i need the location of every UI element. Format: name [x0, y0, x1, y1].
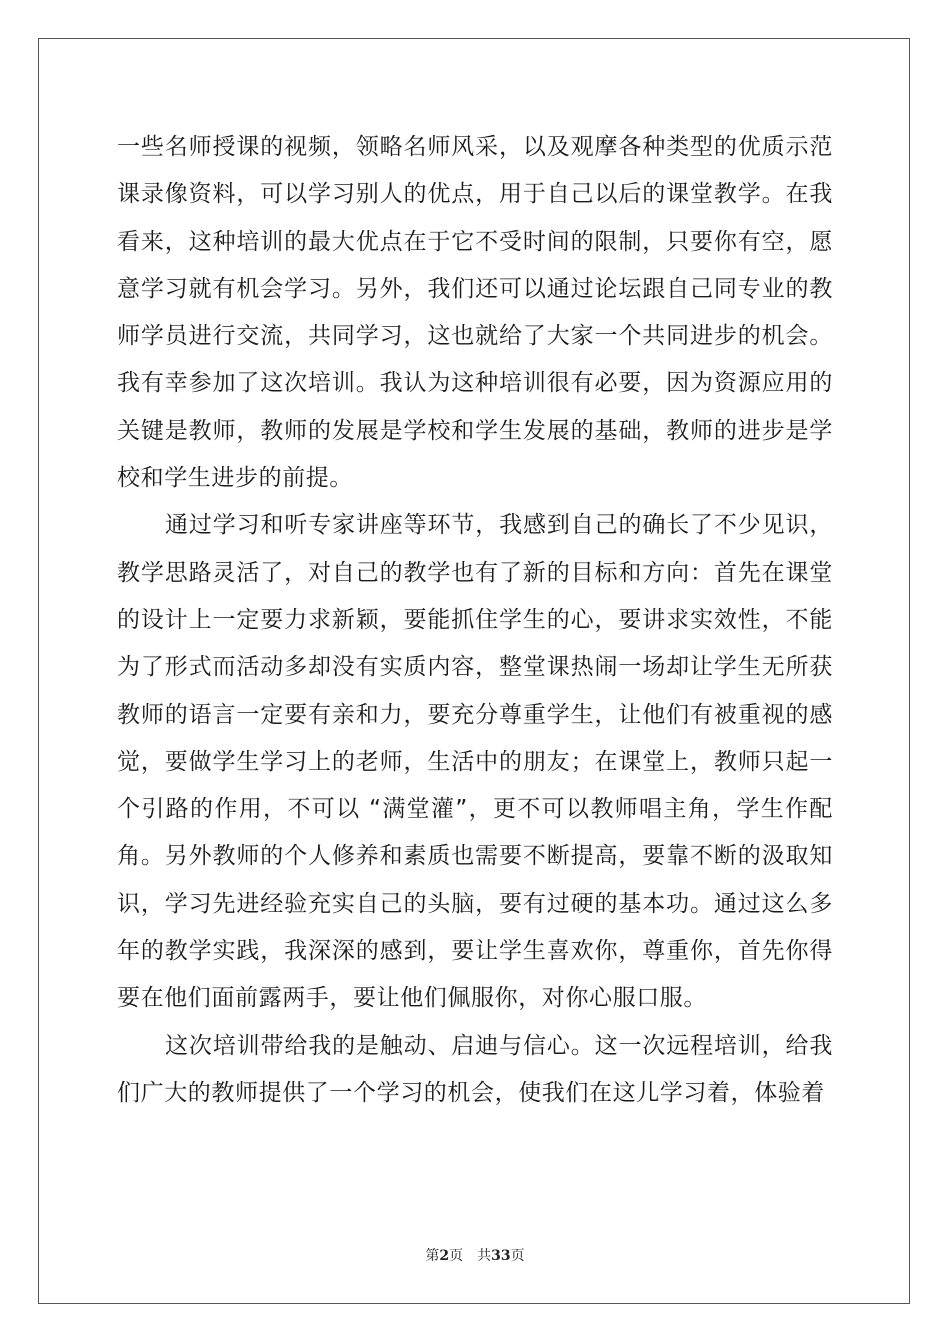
- paragraph-1: 一些名师授课的视频，领略名师风采，以及观摩各种类型的优质示范课录像资料，可以学习别人的优点，用于自己以后的课堂教学。在我看来，这种培训的最大优点在于它不受时间的限制，只要你有空，愿意学习就有机会学习。另外，我们还可以通过论坛跟自己同专业的教师学员进行交流，共同学习，这也就给了大家一个共同进步的机会。我有幸参加了这次培训。我认为这种培训很有必要，因为资源应用的关键是教师，教师的发展是学校和学生发展的基础，教师的进步是学校和学生进步的前提。: [117, 134, 833, 492]
- total-suffix: 页: [510, 1248, 525, 1264]
- paragraph-2: 通过学习和听专家讲座等环节，我感到自己的确长了不少见识，教学思路灵活了，对自己的教学也有了新的目标和方向：首先在课堂的设计上一定要力求新颖，要能抓住学生的心，要讲求实效性，不能为了形式而活动多却没有实质内容，整堂课热闹一场却让学生无所获教师的语言一定要有亲和力，要充分尊重学生，让他们有被重视的感觉，要做学生学习上的老师，生活中的朋友；在课堂上，教师只起一个引路的作用，不可以 “满堂灌”，更不可以教师唱主角，学生作配角。另外教师的个人修养和素质也需要不断提高，要靠不断的汲取知识，学习先进经验充实自己的头脑，要有过硬的基本功。通过这么多年的教学实践，我深深的感到，要让学生喜欢你，尊重你，首先你得要在他们面前露两手，要让他们佩服你，对你心服口服。: [117, 512, 833, 1012]
- total-prefix: 共: [477, 1248, 492, 1264]
- total-pages: 33: [491, 1248, 511, 1264]
- paragraph-3: 这次培训带给我的是触动、启迪与信心。这一次远程培训，给我们广大的教师提供了一个学习的机会，使我们在这儿学习着，体验着: [117, 1032, 833, 1106]
- page-suffix: 页: [449, 1248, 464, 1264]
- document-body: [117, 124, 833, 1117]
- page-number: 2: [439, 1248, 450, 1264]
- page-prefix: 第: [425, 1248, 440, 1264]
- page-footer: [0, 1245, 950, 1265]
